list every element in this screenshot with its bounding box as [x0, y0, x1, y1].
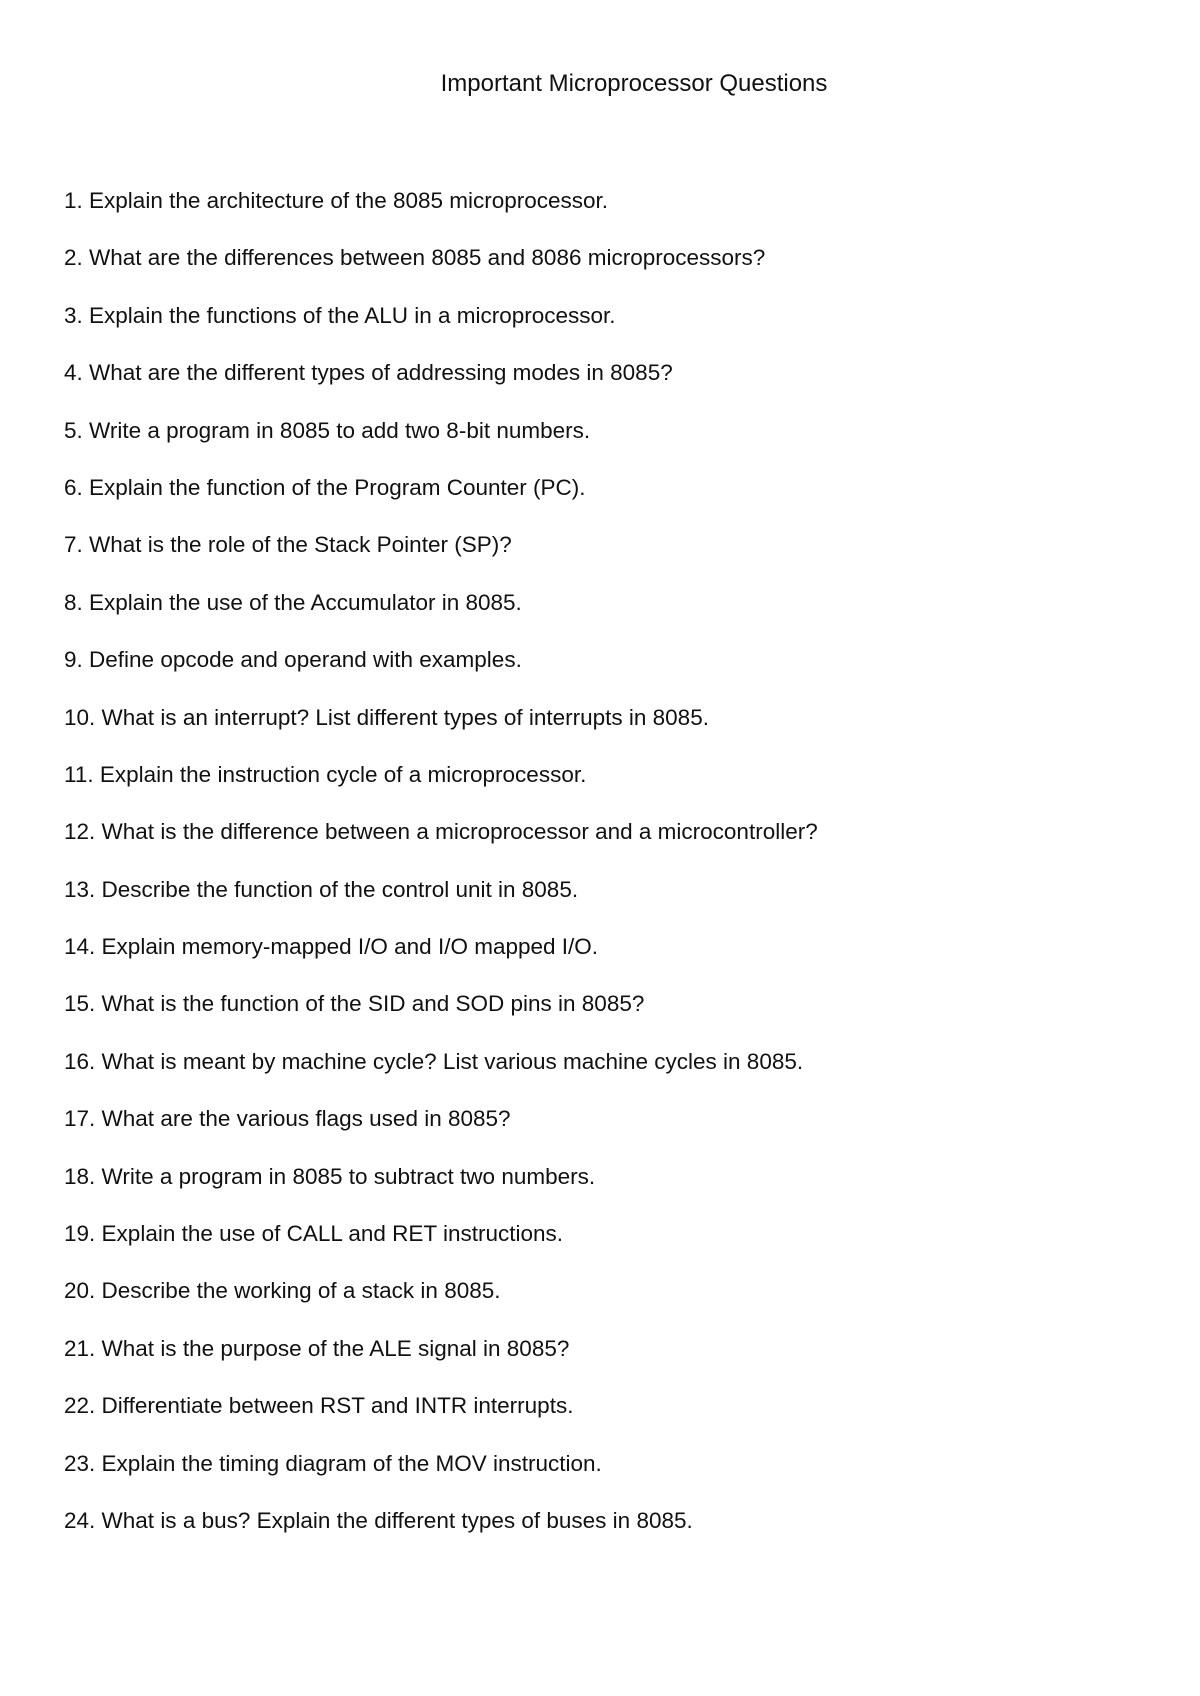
- question-text: Describe the function of the control unit in 8085.: [101, 876, 579, 902]
- question-text: Differentiate between RST and INTR interrupts.: [101, 1393, 574, 1419]
- question-item: [64, 588, 1144, 645]
- question-number: 11 .: [64, 762, 100, 787]
- question-item: [64, 1162, 1144, 1219]
- question-number: 12 .: [64, 819, 102, 844]
- question-item: [64, 817, 1144, 874]
- question-item: [64, 1276, 1144, 1333]
- question-text: What are the various flags used in 8085?: [101, 1106, 511, 1132]
- question-text: Explain the functions of the ALU in a microprocessor.: [89, 302, 616, 328]
- question-item: [64, 1334, 1144, 1391]
- question-item: [64, 1506, 1144, 1563]
- question-number: 10 .: [64, 705, 102, 730]
- question-item: [64, 530, 1144, 587]
- question-number: 4 .: [64, 360, 89, 385]
- document-title: Important Microprocessor Questions: [440, 70, 828, 97]
- question-item: [64, 416, 1144, 473]
- question-text: What is the function of the SID and SOD pins in 8085?: [101, 991, 645, 1017]
- question-number: 7 .: [64, 532, 89, 557]
- question-item: [64, 875, 1144, 932]
- question-text: What are the differences between 8085 and 8086 microprocessors?: [89, 245, 766, 271]
- question-number: 20 .: [64, 1278, 102, 1303]
- question-number: 19 .: [64, 1221, 102, 1246]
- question-text: What is the difference between a microprocessor and a microcontroller?: [101, 819, 818, 845]
- question-number: 24 .: [64, 1508, 102, 1533]
- question-item: [64, 358, 1144, 415]
- question-item: [64, 1449, 1144, 1506]
- question-number: 13 .: [64, 877, 102, 902]
- question-text: Describe the working of a stack in 8085.: [101, 1278, 501, 1304]
- question-number: 1 .: [64, 188, 89, 213]
- question-item: [64, 932, 1144, 989]
- question-item: [64, 645, 1144, 702]
- question-text: Explain memory-mapped I/O and I/O mapped I/O.: [101, 934, 599, 960]
- question-text: Explain the timing diagram of the MOV instruction.: [101, 1450, 602, 1476]
- question-number: 3 .: [64, 303, 89, 328]
- question-text: Define opcode and operand with examples.: [89, 647, 522, 673]
- question-item: [64, 473, 1144, 530]
- question-number: 16 .: [64, 1049, 102, 1074]
- question-item: [64, 1104, 1144, 1161]
- question-item: [64, 760, 1144, 817]
- question-number: 6 .: [64, 475, 89, 500]
- question-number: 8 .: [64, 590, 89, 615]
- question-number: 22 .: [64, 1393, 102, 1418]
- question-text: What is a bus? Explain the different types of buses in 8085.: [101, 1507, 693, 1533]
- question-item: [64, 1391, 1144, 1448]
- question-text: What is meant by machine cycle? List various machine cycles in 8085.: [101, 1048, 804, 1074]
- question-text: What is the role of the Stack Pointer (SP)?: [89, 532, 512, 558]
- question-number: 9 .: [64, 647, 89, 672]
- question-number: 2 .: [64, 245, 89, 270]
- question-text: Write a program in 8085 to subtract two numbers.: [101, 1163, 596, 1189]
- question-number: 17 .: [64, 1106, 102, 1131]
- question-text: Explain the use of CALL and RET instructions.: [101, 1221, 564, 1247]
- question-item: [64, 1219, 1144, 1276]
- question-item: [64, 1047, 1144, 1104]
- question-number: 18 .: [64, 1164, 102, 1189]
- question-text: Write a program in 8085 to add two 8-bit numbers.: [89, 417, 591, 443]
- question-text: What are the different types of addressing modes in 8085?: [89, 360, 673, 386]
- question-number: 15 .: [64, 991, 102, 1016]
- question-text: Explain the instruction cycle of a microprocessor.: [99, 761, 587, 787]
- question-text: Explain the architecture of the 8085 microprocessor.: [89, 188, 609, 213]
- question-item: [64, 186, 1144, 243]
- question-item: [64, 703, 1144, 760]
- question-text: What is the purpose of the ALE signal in 8085?: [101, 1335, 570, 1361]
- question-item: [64, 301, 1144, 358]
- question-text: Explain the use of the Accumulator in 8085.: [89, 589, 522, 615]
- question-list: [64, 186, 1144, 1563]
- question-number: 21 .: [64, 1336, 102, 1361]
- question-number: 23 .: [64, 1451, 102, 1476]
- question-text: Explain the function of the Program Counter (PC).: [89, 474, 586, 500]
- question-item: [64, 243, 1144, 300]
- question-number: 14 .: [64, 934, 102, 959]
- question-number: 5 .: [64, 418, 89, 443]
- question-text: What is an interrupt? List different types of interrupts in 8085.: [101, 704, 709, 730]
- question-item: [64, 989, 1144, 1046]
